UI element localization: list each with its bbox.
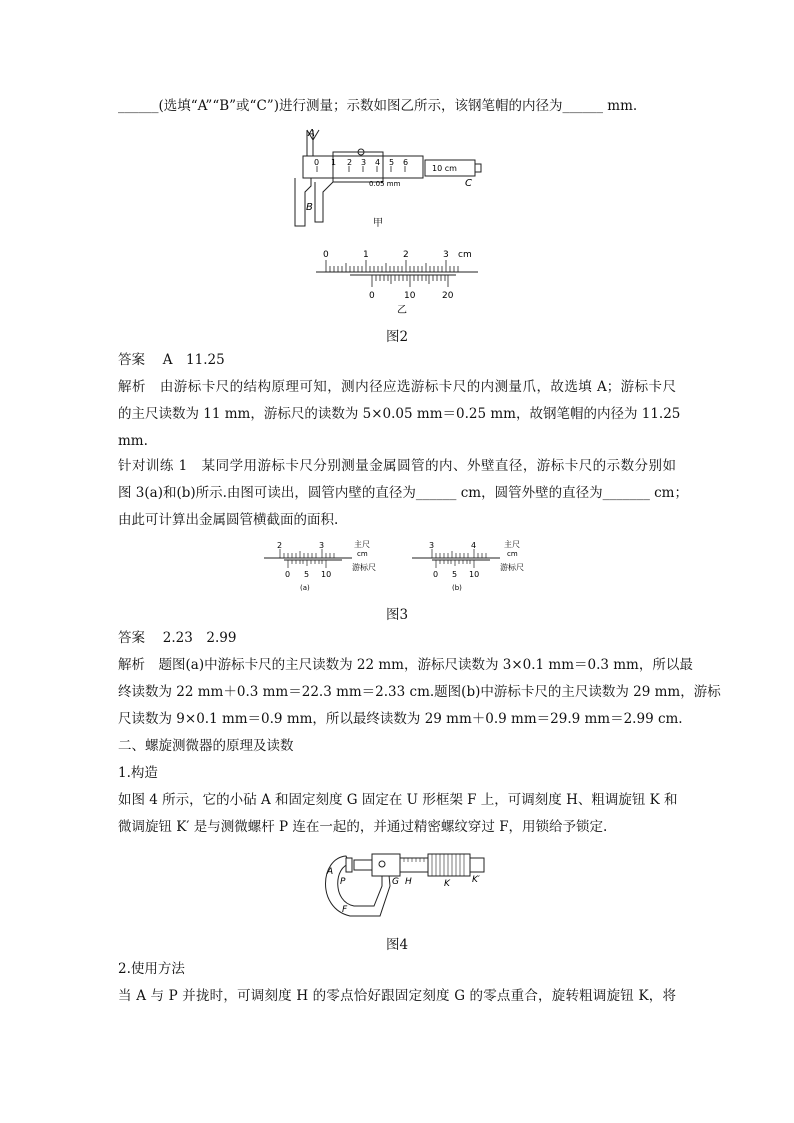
caliper-subcaption: 甲	[373, 218, 383, 229]
vernier-scale-figure	[310, 244, 490, 316]
scale-unit: cm	[458, 250, 472, 260]
figure-4-caption: 图4	[385, 937, 409, 953]
training-1-line-2: 图 3(a)和(b)所示.由图可读出，圆管内壁的直径为______ cm，圆管外壁的直径为_______ cm；	[118, 485, 688, 501]
caliper-tick-5: 5	[389, 158, 395, 167]
scale-main-tick-2: 2	[403, 250, 409, 260]
figure-3-caption: 图3	[385, 607, 409, 623]
micrometer-label-a: A	[327, 867, 334, 877]
figure-3a	[262, 538, 392, 596]
fig3a-main-tick-3: 3	[319, 541, 325, 550]
fig3b-vernier-tick-0: 0	[433, 570, 439, 579]
construct-line-1: 如图 4 所示，它的小砧 A 和固定刻度 G 固定在 U 形框架 F 上，可调刻度 H、粗调旋钮 K 和	[118, 792, 678, 808]
fig3b-vernier-tick-5: 5	[452, 570, 458, 579]
analysis-1-line-2: 的主尺读数为 11 mm，游标尺的读数为 5×0.05 mm＝0.25 mm，故钢笔帽的内径为 11.25	[118, 406, 681, 422]
answer-blank-2: ______	[562, 98, 603, 114]
scale-main-tick-1: 1	[363, 250, 369, 260]
caliper-tick-2: 2	[347, 158, 353, 167]
analysis-2-line-2: 终读数为 22 mm＋0.3 mm＝22.3 mm＝2.33 cm.题图(b)中游标卡尺的主尺读数为 29 mm，游标	[118, 684, 721, 700]
caliper-label-b: B	[306, 202, 313, 213]
answer-1-label: 答案	[118, 352, 145, 368]
fig3a-vernier-label: 游标尺	[352, 563, 376, 572]
analysis-2-line-1	[118, 656, 693, 674]
training-1-line-3: 由此可计算出金属圆管横截面的面积.	[118, 512, 339, 528]
analysis-2-label: 解析	[118, 657, 145, 673]
intro-unit: mm.	[607, 98, 638, 114]
fig3b-tag: (b)	[452, 584, 462, 592]
caliper-tick-4: 4	[375, 158, 381, 167]
analysis-2-text-1: 题图(a)中游标卡尺的主尺读数为 22 mm，游标尺读数为 3×0.1 mm＝0.3 mm，所以最	[158, 657, 693, 673]
answer-1-line	[118, 351, 676, 369]
analysis-2-line-3: 尺读数为 9×0.1 mm＝0.9 mm，所以最终读数为 29 mm＋0.9 mm＝29.9 mm＝2.99 cm.	[118, 711, 683, 727]
answer-1-value: A 11.25	[162, 352, 225, 368]
analysis-1-text-1: 由游标卡尺的结构原理可知，测内径应选游标卡尺的内测量爪，故选填 A；游标卡尺	[159, 379, 677, 395]
usage-line-1: 当 A 与 P 并拢时，可调刻度 H 的零点恰好跟固定刻度 G 的零点重合，旋转粗调旋钮 K，将	[118, 988, 676, 1004]
figure-2-caption: 图2	[385, 329, 409, 345]
caliper-label-a: A	[308, 128, 315, 139]
scale-vernier-tick-0: 0	[369, 291, 375, 301]
caliper-vernier-label: 0.05 mm	[369, 180, 401, 188]
fig3a-tag: (a)	[300, 584, 310, 592]
micrometer-label-g: G	[392, 877, 399, 887]
construct-line-2: 微调旋钮 K′ 是与测微螺杆 P 连在一起的，并通过精密螺纹穿过 F，用锁给予锁定.	[118, 819, 608, 835]
figure-3b	[410, 538, 540, 596]
fig3b-vernier-label: 游标尺	[500, 563, 524, 572]
intro-text: (选填“A”“B”或“C”)进行测量；示数如图乙所示，该钢笔帽的内径为	[158, 98, 563, 114]
answer-2-value: 2.23 2.99	[162, 630, 237, 646]
fig3b-main-label: 主尺	[504, 540, 520, 549]
caliper-tick-3: 3	[361, 158, 367, 167]
caliper-tick-0: 0	[314, 158, 320, 167]
scale-main-tick-0: 0	[323, 250, 329, 260]
answer-2-line	[118, 629, 676, 647]
fig3a-main-tick-2: 2	[277, 541, 283, 550]
scale-vernier-tick-10: 10	[404, 291, 416, 301]
analysis-1-line-1	[118, 378, 676, 396]
micrometer-label-f: F	[342, 905, 348, 915]
question-intro-line	[118, 97, 676, 115]
fig3b-vernier-tick-10: 10	[469, 570, 480, 579]
answer-blank-1: ______	[118, 98, 159, 114]
fig3a-vernier-tick-10: 10	[321, 570, 332, 579]
caliper-label-c: C	[465, 178, 472, 189]
analysis-1-line-3: mm.	[118, 433, 148, 449]
micrometer-label-h: H	[405, 877, 412, 887]
caliper-figure	[285, 126, 495, 230]
answer-2-label: 答案	[118, 630, 145, 646]
scale-subcaption: 乙	[397, 305, 407, 316]
fig3a-main-label: 主尺	[354, 540, 370, 549]
caliper-tick-6: 6	[403, 158, 409, 167]
analysis-1-label: 解析	[118, 379, 146, 395]
micrometer-figure	[310, 846, 490, 922]
fig3a-vernier-tick-5: 5	[304, 570, 310, 579]
caliper-tick-1: 1	[331, 158, 337, 167]
scale-vernier-tick-20: 20	[442, 291, 454, 301]
micrometer-label-k-prime: K′	[472, 875, 480, 885]
section-2-heading: 二、螺旋测微器的原理及读数	[118, 738, 294, 754]
fig3a-vernier-tick-0: 0	[285, 570, 291, 579]
usage-heading: 2.使用方法	[118, 961, 185, 977]
scale-main-tick-3: 3	[443, 250, 449, 260]
caliper-10cm-label: 10 cm	[432, 164, 457, 173]
micrometer-label-p: P	[340, 877, 346, 887]
fig3b-main-tick-4: 4	[471, 541, 477, 550]
fig3b-main-tick-3: 3	[429, 541, 435, 550]
micrometer-label-k: K	[444, 879, 450, 889]
fig3b-unit: cm	[507, 550, 518, 558]
fig3a-unit: cm	[357, 550, 368, 558]
training-1-line-1: 针对训练 1 某同学用游标卡尺分别测量金属圆管的内、外壁直径，游标卡尺的示数分别如	[118, 458, 676, 474]
construct-heading: 1.构造	[118, 765, 158, 781]
